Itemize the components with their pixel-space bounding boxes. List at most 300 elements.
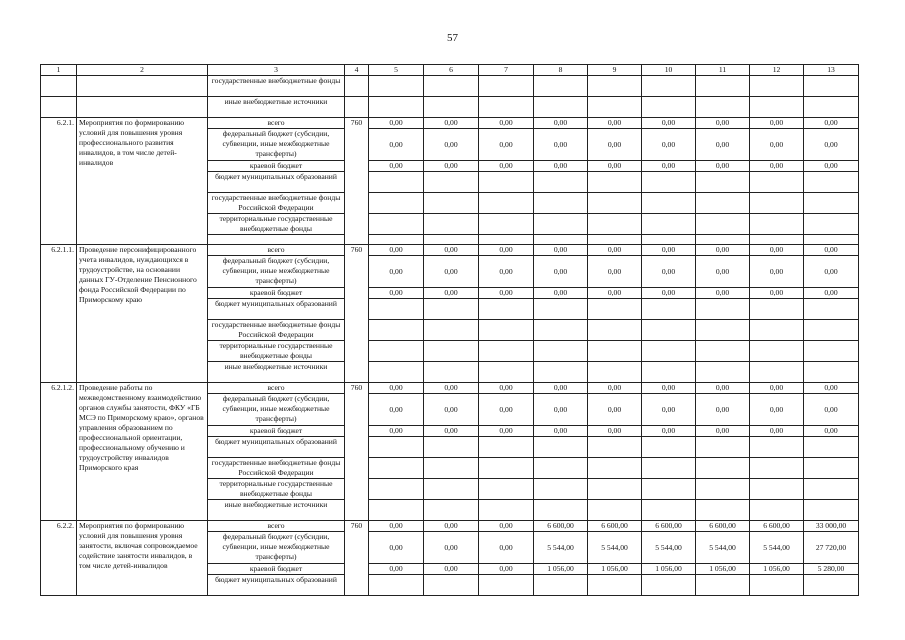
value-cell: 0,00 [479,118,534,129]
value-cell: 0,00 [479,245,534,256]
value-cell: 0,00 [588,288,642,299]
value-cell: 0,00 [424,426,479,437]
value-cell: 0,00 [696,129,750,161]
value-cell: 33 000,00 [804,521,859,532]
value-cell: 6 600,00 [534,521,588,532]
table-row [41,245,859,256]
item-number: 6.2.1.1. [41,245,77,383]
value-cell: 0,00 [750,426,804,437]
value-cell: 0,00 [642,288,696,299]
funding-source: территориальные государственные внебюджетные фонды [208,479,345,500]
value-cell [534,437,588,458]
funding-source: иные внебюджетные источники [208,500,345,521]
value-cell: 0,00 [424,118,479,129]
value-cell [642,172,696,193]
value-cell [588,437,642,458]
value-cell [804,235,859,245]
value-cell [479,437,534,458]
value-cell [750,193,804,214]
value-cell [804,575,859,596]
value-cell: 0,00 [424,532,479,564]
value-cell [696,458,750,479]
value-cell [369,362,424,383]
value-cell: 0,00 [534,118,588,129]
value-cell [345,76,369,97]
value-cell [804,479,859,500]
funding-source: бюджет муниципальных образований [208,172,345,193]
value-cell [696,76,750,97]
value-cell [479,500,534,521]
table-row [41,383,859,394]
value-cell: 0,00 [750,256,804,288]
table-body [41,65,859,596]
value-cell: 0,00 [750,129,804,161]
value-cell [750,362,804,383]
value-cell [804,172,859,193]
value-cell: 1 056,00 [642,564,696,575]
value-cell: 0,00 [534,256,588,288]
value-cell: 0,00 [804,288,859,299]
value-cell [804,214,859,235]
value-cell: 0,00 [369,129,424,161]
value-cell [424,479,479,500]
value-cell [642,458,696,479]
value-cell [534,235,588,245]
value-cell: 0,00 [369,564,424,575]
funding-source: государственные внебюджетные фонды Российской Федерации [208,458,345,479]
value-cell: 1 056,00 [750,564,804,575]
value-cell [534,97,588,118]
value-cell: 0,00 [424,521,479,532]
value-cell [804,193,859,214]
value-cell [424,320,479,341]
column-header: 3 [208,65,345,76]
value-cell [804,299,859,320]
value-cell [696,235,750,245]
value-cell [369,214,424,235]
value-cell: 0,00 [588,129,642,161]
value-cell: 6 600,00 [588,521,642,532]
value-cell [750,299,804,320]
funding-source: всего [208,521,345,532]
value-cell [424,458,479,479]
value-cell: 0,00 [479,394,534,426]
value-cell: 0,00 [642,118,696,129]
value-cell: 0,00 [424,564,479,575]
value-cell [424,76,479,97]
value-cell: 5 544,00 [696,532,750,564]
value-cell [642,97,696,118]
description-cell [77,76,208,97]
value-cell: 1 056,00 [588,564,642,575]
column-header: 10 [642,65,696,76]
value-cell: 5 544,00 [750,532,804,564]
value-cell: 0,00 [804,394,859,426]
funding-source: всего [208,383,345,394]
value-cell [642,341,696,362]
value-cell [534,299,588,320]
value-cell [345,97,369,118]
column-header: 7 [479,65,534,76]
value-cell [534,193,588,214]
value-cell [424,214,479,235]
header-row [41,65,859,76]
item-number: 6.2.2. [41,521,77,596]
value-cell [534,479,588,500]
value-cell [696,341,750,362]
value-cell: 0,00 [479,129,534,161]
item-description: Мероприятия по формированию условий для повышения уровня занятости, включая сопровождаемое содействие занятости инвалидов, в том числе детей-инвалидов [77,521,208,596]
value-cell: 0,00 [534,394,588,426]
column-header: 12 [750,65,804,76]
column-header: 8 [534,65,588,76]
value-cell: 0,00 [642,129,696,161]
value-cell [424,362,479,383]
funding-source: иные внебюджетные источники [208,362,345,383]
value-cell [479,76,534,97]
value-cell [369,437,424,458]
value-cell: 0,00 [479,564,534,575]
value-cell [479,299,534,320]
value-cell [750,341,804,362]
value-cell [369,341,424,362]
value-cell [534,362,588,383]
value-cell [642,500,696,521]
value-cell [804,97,859,118]
value-cell: 0,00 [804,161,859,172]
funding-source: федеральный бюджет (субсидии, субвенции, иные межбюджетные трансферты) [208,394,345,426]
value-cell: 6 600,00 [642,521,696,532]
value-cell: 0,00 [424,256,479,288]
value-cell: 5 280,00 [804,564,859,575]
table-row [41,118,859,129]
value-cell [534,172,588,193]
value-cell [588,479,642,500]
value-cell [750,479,804,500]
funding-source: территориальные государственные внебюджетные фонды [208,341,345,362]
budget-code: 760 [345,118,369,245]
row-number-cell [41,97,77,118]
value-cell [588,172,642,193]
value-cell [424,172,479,193]
value-cell [804,341,859,362]
value-cell [479,575,534,596]
value-cell [588,299,642,320]
value-cell: 0,00 [369,288,424,299]
column-header: 5 [369,65,424,76]
funding-source [208,235,345,245]
value-cell: 0,00 [588,426,642,437]
value-cell: 0,00 [479,161,534,172]
value-cell [424,97,479,118]
value-cell: 5 544,00 [642,532,696,564]
description-cell [77,97,208,118]
value-cell [750,172,804,193]
value-cell [588,575,642,596]
value-cell: 0,00 [588,383,642,394]
value-cell [804,437,859,458]
value-cell [369,458,424,479]
value-cell [369,575,424,596]
value-cell: 0,00 [750,245,804,256]
value-cell [479,193,534,214]
value-cell [369,97,424,118]
value-cell: 5 544,00 [534,532,588,564]
value-cell: 0,00 [534,129,588,161]
value-cell: 0,00 [696,245,750,256]
value-cell [642,362,696,383]
item-number: 6.2.1.2. [41,383,77,521]
value-cell: 0,00 [534,426,588,437]
value-cell: 0,00 [369,118,424,129]
value-cell [424,299,479,320]
value-cell: 0,00 [369,161,424,172]
value-cell: 0,00 [642,256,696,288]
value-cell: 0,00 [369,256,424,288]
value-cell: 0,00 [804,256,859,288]
value-cell [588,235,642,245]
value-cell [642,437,696,458]
row-number-cell [41,76,77,97]
value-cell: 0,00 [369,383,424,394]
value-cell: 0,00 [479,521,534,532]
column-header: 6 [424,65,479,76]
value-cell: 0,00 [479,256,534,288]
value-cell [642,479,696,500]
value-cell [642,320,696,341]
value-cell: 0,00 [588,245,642,256]
value-cell [534,575,588,596]
funding-source: иные внебюджетные источники [208,97,345,118]
value-cell [534,500,588,521]
column-header: 11 [696,65,750,76]
value-cell [534,76,588,97]
value-cell: 6 600,00 [696,521,750,532]
value-cell [750,500,804,521]
value-cell [369,320,424,341]
item-description: Проведение работы по межведомственному взаимодействию органов службы занятости, ФКУ «ГБ МСЭ по Приморскому краю», органов управления образованием по профессиональной ориентации, профессиональному обучению и трудоустройству инвалидов Приморского края [77,383,208,521]
value-cell: 0,00 [479,426,534,437]
value-cell [696,500,750,521]
funding-source: краевой бюджет [208,426,345,437]
value-cell [424,437,479,458]
value-cell [424,500,479,521]
budget-code: 760 [345,521,369,596]
value-cell [479,479,534,500]
value-cell: 0,00 [534,383,588,394]
value-cell [750,458,804,479]
value-cell [369,235,424,245]
value-cell [369,479,424,500]
funding-source: федеральный бюджет (субсидии, субвенции, иные межбюджетные трансферты) [208,129,345,161]
funding-source: территориальные государственные внебюджетные фонды [208,214,345,235]
value-cell: 0,00 [642,245,696,256]
budget-code: 760 [345,245,369,383]
value-cell: 0,00 [588,394,642,426]
value-cell: 0,00 [804,129,859,161]
funding-source: бюджет муниципальных образований [208,299,345,320]
value-cell [696,172,750,193]
item-number: 6.2.1. [41,118,77,245]
value-cell: 0,00 [696,383,750,394]
table-row [41,97,859,118]
value-cell [642,193,696,214]
value-cell: 0,00 [424,129,479,161]
value-cell [696,479,750,500]
value-cell: 0,00 [804,245,859,256]
value-cell [424,235,479,245]
value-cell: 0,00 [424,383,479,394]
value-cell [479,458,534,479]
value-cell [479,341,534,362]
funding-source: государственные внебюджетные фонды Российской Федерации [208,320,345,341]
value-cell [696,214,750,235]
value-cell: 0,00 [696,288,750,299]
value-cell [804,500,859,521]
value-cell [369,193,424,214]
value-cell: 0,00 [642,394,696,426]
value-cell: 0,00 [588,118,642,129]
value-cell [750,437,804,458]
value-cell [750,214,804,235]
value-cell: 0,00 [369,532,424,564]
value-cell: 0,00 [479,532,534,564]
value-cell: 0,00 [424,245,479,256]
value-cell [642,575,696,596]
value-cell: 0,00 [534,288,588,299]
item-description: Мероприятия по формированию условий для повышения уровня профессионального развития инвалидов, в том числе детей-инвалидов [77,118,208,245]
value-cell: 0,00 [750,394,804,426]
funding-source: государственные внебюджетные фонды Российской Федерации [208,193,345,214]
value-cell [479,235,534,245]
funding-source: краевой бюджет [208,564,345,575]
value-cell: 1 056,00 [696,564,750,575]
value-cell [804,320,859,341]
value-cell [642,235,696,245]
value-cell [588,76,642,97]
value-cell [696,97,750,118]
value-cell: 0,00 [804,426,859,437]
value-cell: 0,00 [750,288,804,299]
value-cell [479,214,534,235]
funding-source: федеральный бюджет (субсидии, субвенции, иные межбюджетные трансферты) [208,256,345,288]
budget-table [40,64,859,596]
value-cell [750,235,804,245]
value-cell [642,214,696,235]
value-cell: 0,00 [369,245,424,256]
funding-source: государственные внебюджетные фонды [208,76,345,97]
value-cell: 0,00 [424,288,479,299]
page-number: 57 [447,32,458,44]
value-cell: 0,00 [588,256,642,288]
column-header: 2 [77,65,208,76]
funding-source: всего [208,118,345,129]
value-cell [369,500,424,521]
value-cell: 1 056,00 [534,564,588,575]
value-cell [588,362,642,383]
value-cell: 6 600,00 [750,521,804,532]
value-cell [534,320,588,341]
value-cell: 0,00 [696,118,750,129]
value-cell [750,97,804,118]
value-cell [369,299,424,320]
budget-code: 760 [345,383,369,521]
value-cell [804,362,859,383]
value-cell [534,214,588,235]
value-cell [588,214,642,235]
column-header: 4 [345,65,369,76]
value-cell: 0,00 [804,118,859,129]
value-cell: 0,00 [696,161,750,172]
column-header: 9 [588,65,642,76]
value-cell [642,76,696,97]
value-cell [696,320,750,341]
value-cell: 27 720,00 [804,532,859,564]
value-cell: 0,00 [369,521,424,532]
funding-source: краевой бюджет [208,161,345,172]
funding-source: всего [208,245,345,256]
value-cell [696,299,750,320]
value-cell: 0,00 [696,426,750,437]
value-cell [479,362,534,383]
value-cell: 5 544,00 [588,532,642,564]
value-cell [750,575,804,596]
value-cell: 0,00 [750,118,804,129]
value-cell [696,362,750,383]
item-description: Проведение персонифицированного учета инвалидов, нуждающихся в трудоустройстве, на основании данных ГУ-Отделение Пенсионного фонда Российской Федерации по Приморскому краю [77,245,208,383]
value-cell: 0,00 [369,394,424,426]
value-cell [479,97,534,118]
value-cell: 0,00 [642,426,696,437]
value-cell: 0,00 [750,383,804,394]
funding-source: федеральный бюджет (субсидии, субвенции, иные межбюджетные трансферты) [208,532,345,564]
value-cell [804,76,859,97]
value-cell [424,193,479,214]
value-cell [750,76,804,97]
value-cell [750,320,804,341]
value-cell: 0,00 [642,383,696,394]
value-cell: 0,00 [369,426,424,437]
value-cell [804,458,859,479]
value-cell [479,172,534,193]
value-cell: 0,00 [750,161,804,172]
value-cell: 0,00 [588,161,642,172]
column-header: 1 [41,65,77,76]
value-cell: 0,00 [696,256,750,288]
value-cell [424,341,479,362]
value-cell [588,97,642,118]
funding-source: краевой бюджет [208,288,345,299]
value-cell [479,320,534,341]
value-cell [534,341,588,362]
value-cell: 0,00 [479,383,534,394]
value-cell [588,193,642,214]
value-cell: 0,00 [424,394,479,426]
value-cell [588,458,642,479]
value-cell: 0,00 [534,161,588,172]
value-cell: 0,00 [804,383,859,394]
value-cell [534,458,588,479]
value-cell [369,76,424,97]
column-header: 13 [804,65,859,76]
value-cell [642,299,696,320]
value-cell [424,575,479,596]
table-row [41,521,859,532]
value-cell: 0,00 [479,288,534,299]
funding-source: бюджет муниципальных образований [208,575,345,596]
value-cell [588,500,642,521]
funding-source: бюджет муниципальных образований [208,437,345,458]
